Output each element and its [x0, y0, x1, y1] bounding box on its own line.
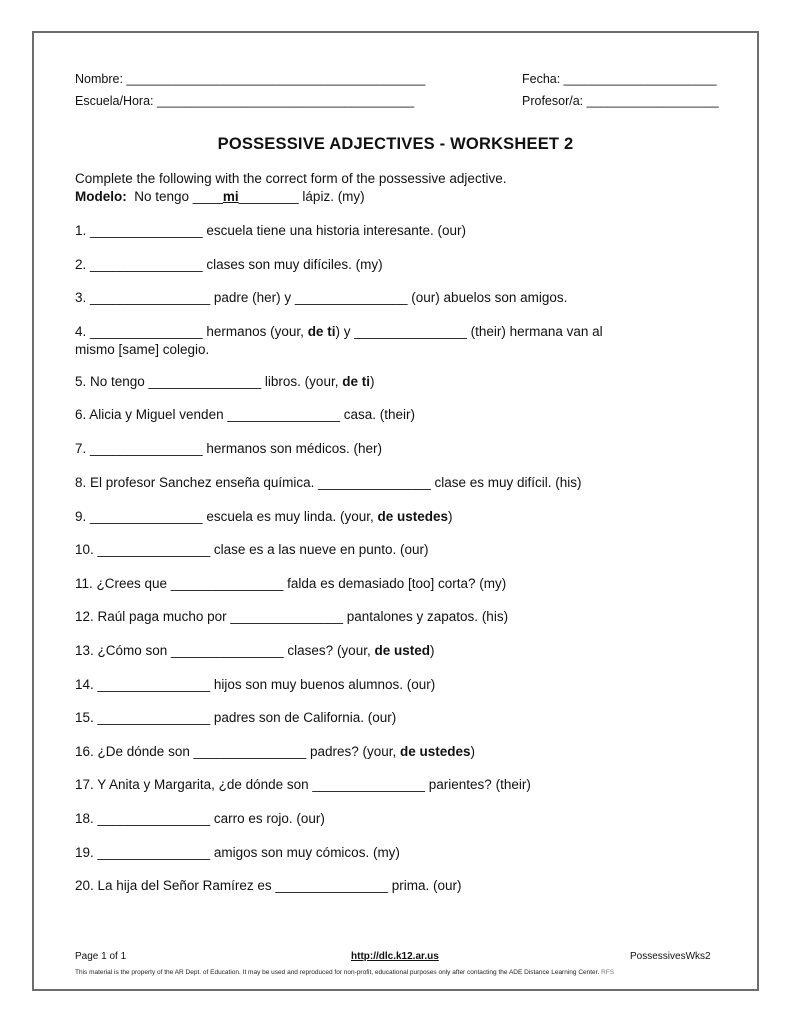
question-text: 14. _______________ hijos son muy buenos alumnos. (our): [75, 677, 436, 692]
question-emphasis: de ustedes: [377, 509, 448, 524]
question-item: [75, 222, 466, 240]
question-emphasis: de ustedes: [400, 744, 471, 759]
footer-notice-text: This material is the property of the AR Dept. of Education. It may be used and reproduced for non-profit, educational purposes only after contacting the ADE Distance Learning Center.: [75, 969, 600, 976]
question-text: ): [369, 374, 375, 389]
question-item: [75, 575, 506, 593]
modelo-post: ________ lápiz. (my): [238, 189, 365, 204]
date-field-label: Fecha: ______________________: [522, 72, 717, 86]
question-text: ) y _______________ (their) hermana van al: [335, 324, 603, 339]
worksheet-title: POSSESSIVE ADJECTIVES - WORKSHEET 2: [217, 135, 574, 153]
question-text: 13. ¿Cómo son _______________ clases? (your,: [75, 643, 375, 658]
question-emphasis: de ti: [342, 374, 370, 389]
question-text: 15. _______________ padres son de California. (our): [75, 710, 397, 725]
question-item: [75, 289, 567, 307]
question-text: 12. Raúl paga mucho por _______________ pantalones y zapatos. (his): [75, 609, 509, 624]
school-field-label: Escuela/Hora: _____________________________________: [75, 94, 415, 108]
question-text: ): [448, 509, 453, 524]
footer-page-number: Page 1 of 1: [75, 951, 127, 962]
question-item: [75, 373, 374, 391]
question-item: [75, 508, 453, 526]
question-text: 11. ¿Crees que _______________ falda es demasiado [too] corta? (my): [75, 576, 507, 591]
footer-initials: RFS: [601, 969, 615, 976]
question-item: [75, 256, 383, 274]
question-item: [75, 406, 415, 424]
question-text: 7. _______________ hermanos son médicos. (her): [75, 441, 382, 456]
teacher-field-label: Profesor/a: ___________________: [522, 94, 719, 108]
question-item: [75, 541, 429, 559]
question-text: 2. _______________ clases son muy difíciles. (my): [75, 257, 383, 272]
question-text: 1. _______________ escuela tiene una historia interesante. (our): [75, 223, 467, 238]
question-text: 5. No tengo _______________ libros. (your,: [75, 374, 343, 389]
question-item: [75, 474, 582, 492]
modelo-label: Modelo:: [75, 189, 127, 204]
question-text: 4. _______________ hermanos (your,: [75, 324, 308, 339]
name-field-label: Nombre: ___________________________________________: [75, 72, 426, 86]
footer-notice: [75, 969, 614, 976]
question-text: 9. _______________ escuela es muy linda. (your,: [75, 509, 378, 524]
question-item: [75, 323, 603, 359]
modelo-example: [75, 189, 365, 204]
question-item: [75, 608, 508, 626]
question-item: [75, 810, 325, 828]
question-text: 16. ¿De dónde son _______________ padres? (your,: [75, 744, 401, 759]
modelo-pre: No tengo ____: [134, 189, 223, 204]
question-item: [75, 743, 475, 761]
question-item: [75, 440, 382, 458]
question-item: [75, 709, 396, 727]
question-text: 20. La hija del Señor Ramírez es _______________ prima. (our): [75, 878, 462, 893]
modelo-answer: mi: [222, 189, 239, 204]
question-text-continued: mismo [same] colegio.: [75, 342, 210, 357]
question-text: 6. Alicia y Miguel venden _______________ casa. (their): [75, 407, 415, 422]
question-item: [75, 676, 435, 694]
question-text: ): [470, 744, 476, 759]
question-emphasis: de usted: [374, 643, 430, 658]
question-item: [75, 877, 462, 895]
instructions: Complete the following with the correct form of the possessive adjective.: [75, 171, 507, 186]
question-item: [75, 776, 531, 794]
question-text: 19. _______________ amigos son muy cómicos. (my): [75, 845, 400, 860]
question-text: 18. _______________ carro es rojo. (our): [75, 811, 325, 826]
question-item: [75, 844, 400, 862]
question-text: 3. ________________ padre (her) y _______________ (our) abuelos son amigos.: [75, 290, 568, 305]
question-emphasis: de ti: [307, 324, 336, 339]
question-text: 17. Y Anita y Margarita, ¿de dónde son _______________ parientes? (their): [75, 777, 531, 792]
question-item: [75, 642, 434, 660]
question-text: 8. El profesor Sanchez enseña química. _______________ clase es muy difícil. (his): [75, 475, 582, 490]
question-text: 10. _______________ clase es a las nueve en punto. (our): [75, 542, 429, 557]
question-text: ): [429, 643, 435, 658]
footer-filename: PossessivesWks2: [630, 951, 711, 962]
footer-url-link[interactable]: http://dlc.k12.ar.us: [351, 951, 439, 962]
